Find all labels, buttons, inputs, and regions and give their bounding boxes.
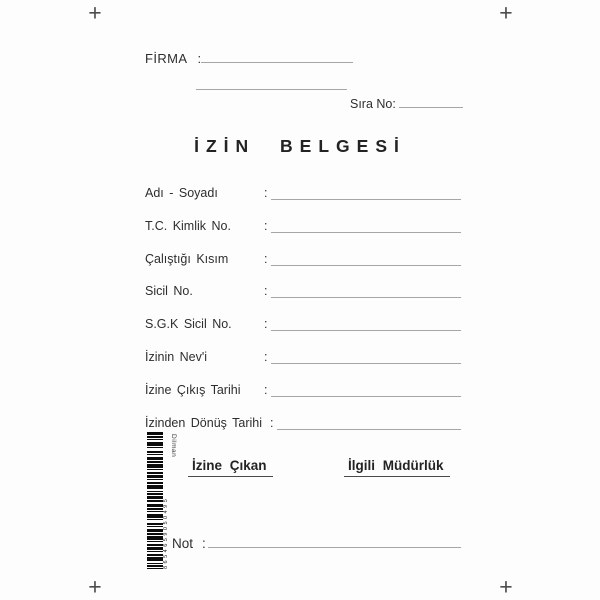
field-value-line (277, 417, 461, 430)
barcode-digits: 8654659050495 (163, 496, 169, 569)
field-row-tc-id-no (145, 219, 461, 252)
field-value-line (271, 220, 461, 233)
field-label: T.C. Kimlik No. (145, 218, 231, 233)
serial-no-label: Sıra No: (350, 97, 396, 111)
field-value-line (271, 285, 461, 298)
company-value-line (201, 62, 353, 63)
company-label: FİRMA (145, 51, 188, 66)
field-value-line (271, 351, 461, 364)
field-row-leave-type (145, 350, 461, 383)
signature-leave-taker: İzine Çıkan (188, 458, 273, 477)
serial-no-field (350, 97, 463, 111)
field-label: İzinin Nev'i (145, 349, 208, 364)
field-label: S.G.K Sicil No. (145, 317, 232, 332)
note-label: Not (172, 536, 194, 551)
company-colon: : (197, 51, 202, 66)
field-value-line (271, 253, 461, 266)
crop-mark-top-right: + (499, 0, 513, 26)
field-label: İzinden Dönüş Tarihi (145, 415, 263, 430)
note-colon: : (202, 536, 206, 551)
barcode (147, 432, 163, 569)
field-row-name-surname (145, 186, 461, 219)
field-label: Adı - Soyadı (145, 186, 218, 200)
field-row-leave-return-date (145, 416, 461, 449)
field-label: İzine Çıkış Tarihi (145, 382, 241, 397)
serial-no-value-line (399, 107, 463, 108)
field-label: Sicil No. (145, 284, 193, 299)
form-title: İZİN BELGESİ (194, 136, 406, 156)
field-colon: : (264, 218, 268, 233)
field-colon: : (264, 317, 268, 332)
field-value-line (271, 318, 461, 331)
crop-mark-bottom-right: + (499, 573, 513, 600)
field-label: Çalıştığı Kısım (145, 251, 229, 266)
note-value-line (208, 547, 461, 548)
note-field (172, 536, 461, 551)
field-colon: : (264, 186, 268, 200)
field-value-line (271, 187, 461, 200)
field-value-line (271, 384, 461, 397)
field-row-leave-start-date (145, 383, 461, 416)
signature-directorate: İlgili Müdürlük (344, 458, 450, 477)
field-colon: : (264, 251, 268, 266)
company-field (145, 51, 353, 66)
field-colon: : (264, 349, 268, 364)
field-colon: : (264, 382, 268, 397)
field-colon: : (264, 284, 268, 299)
crop-mark-bottom-left: + (88, 573, 102, 600)
company-value-line-2 (196, 80, 347, 90)
field-row-sgk-registry-no (145, 317, 461, 350)
field-row-registry-no (145, 284, 461, 317)
field-row-department (145, 252, 461, 285)
crop-mark-top-left: + (88, 0, 102, 26)
barcode-brand-label: Dilman (170, 434, 177, 458)
field-colon: : (270, 415, 274, 430)
field-list (145, 186, 461, 448)
